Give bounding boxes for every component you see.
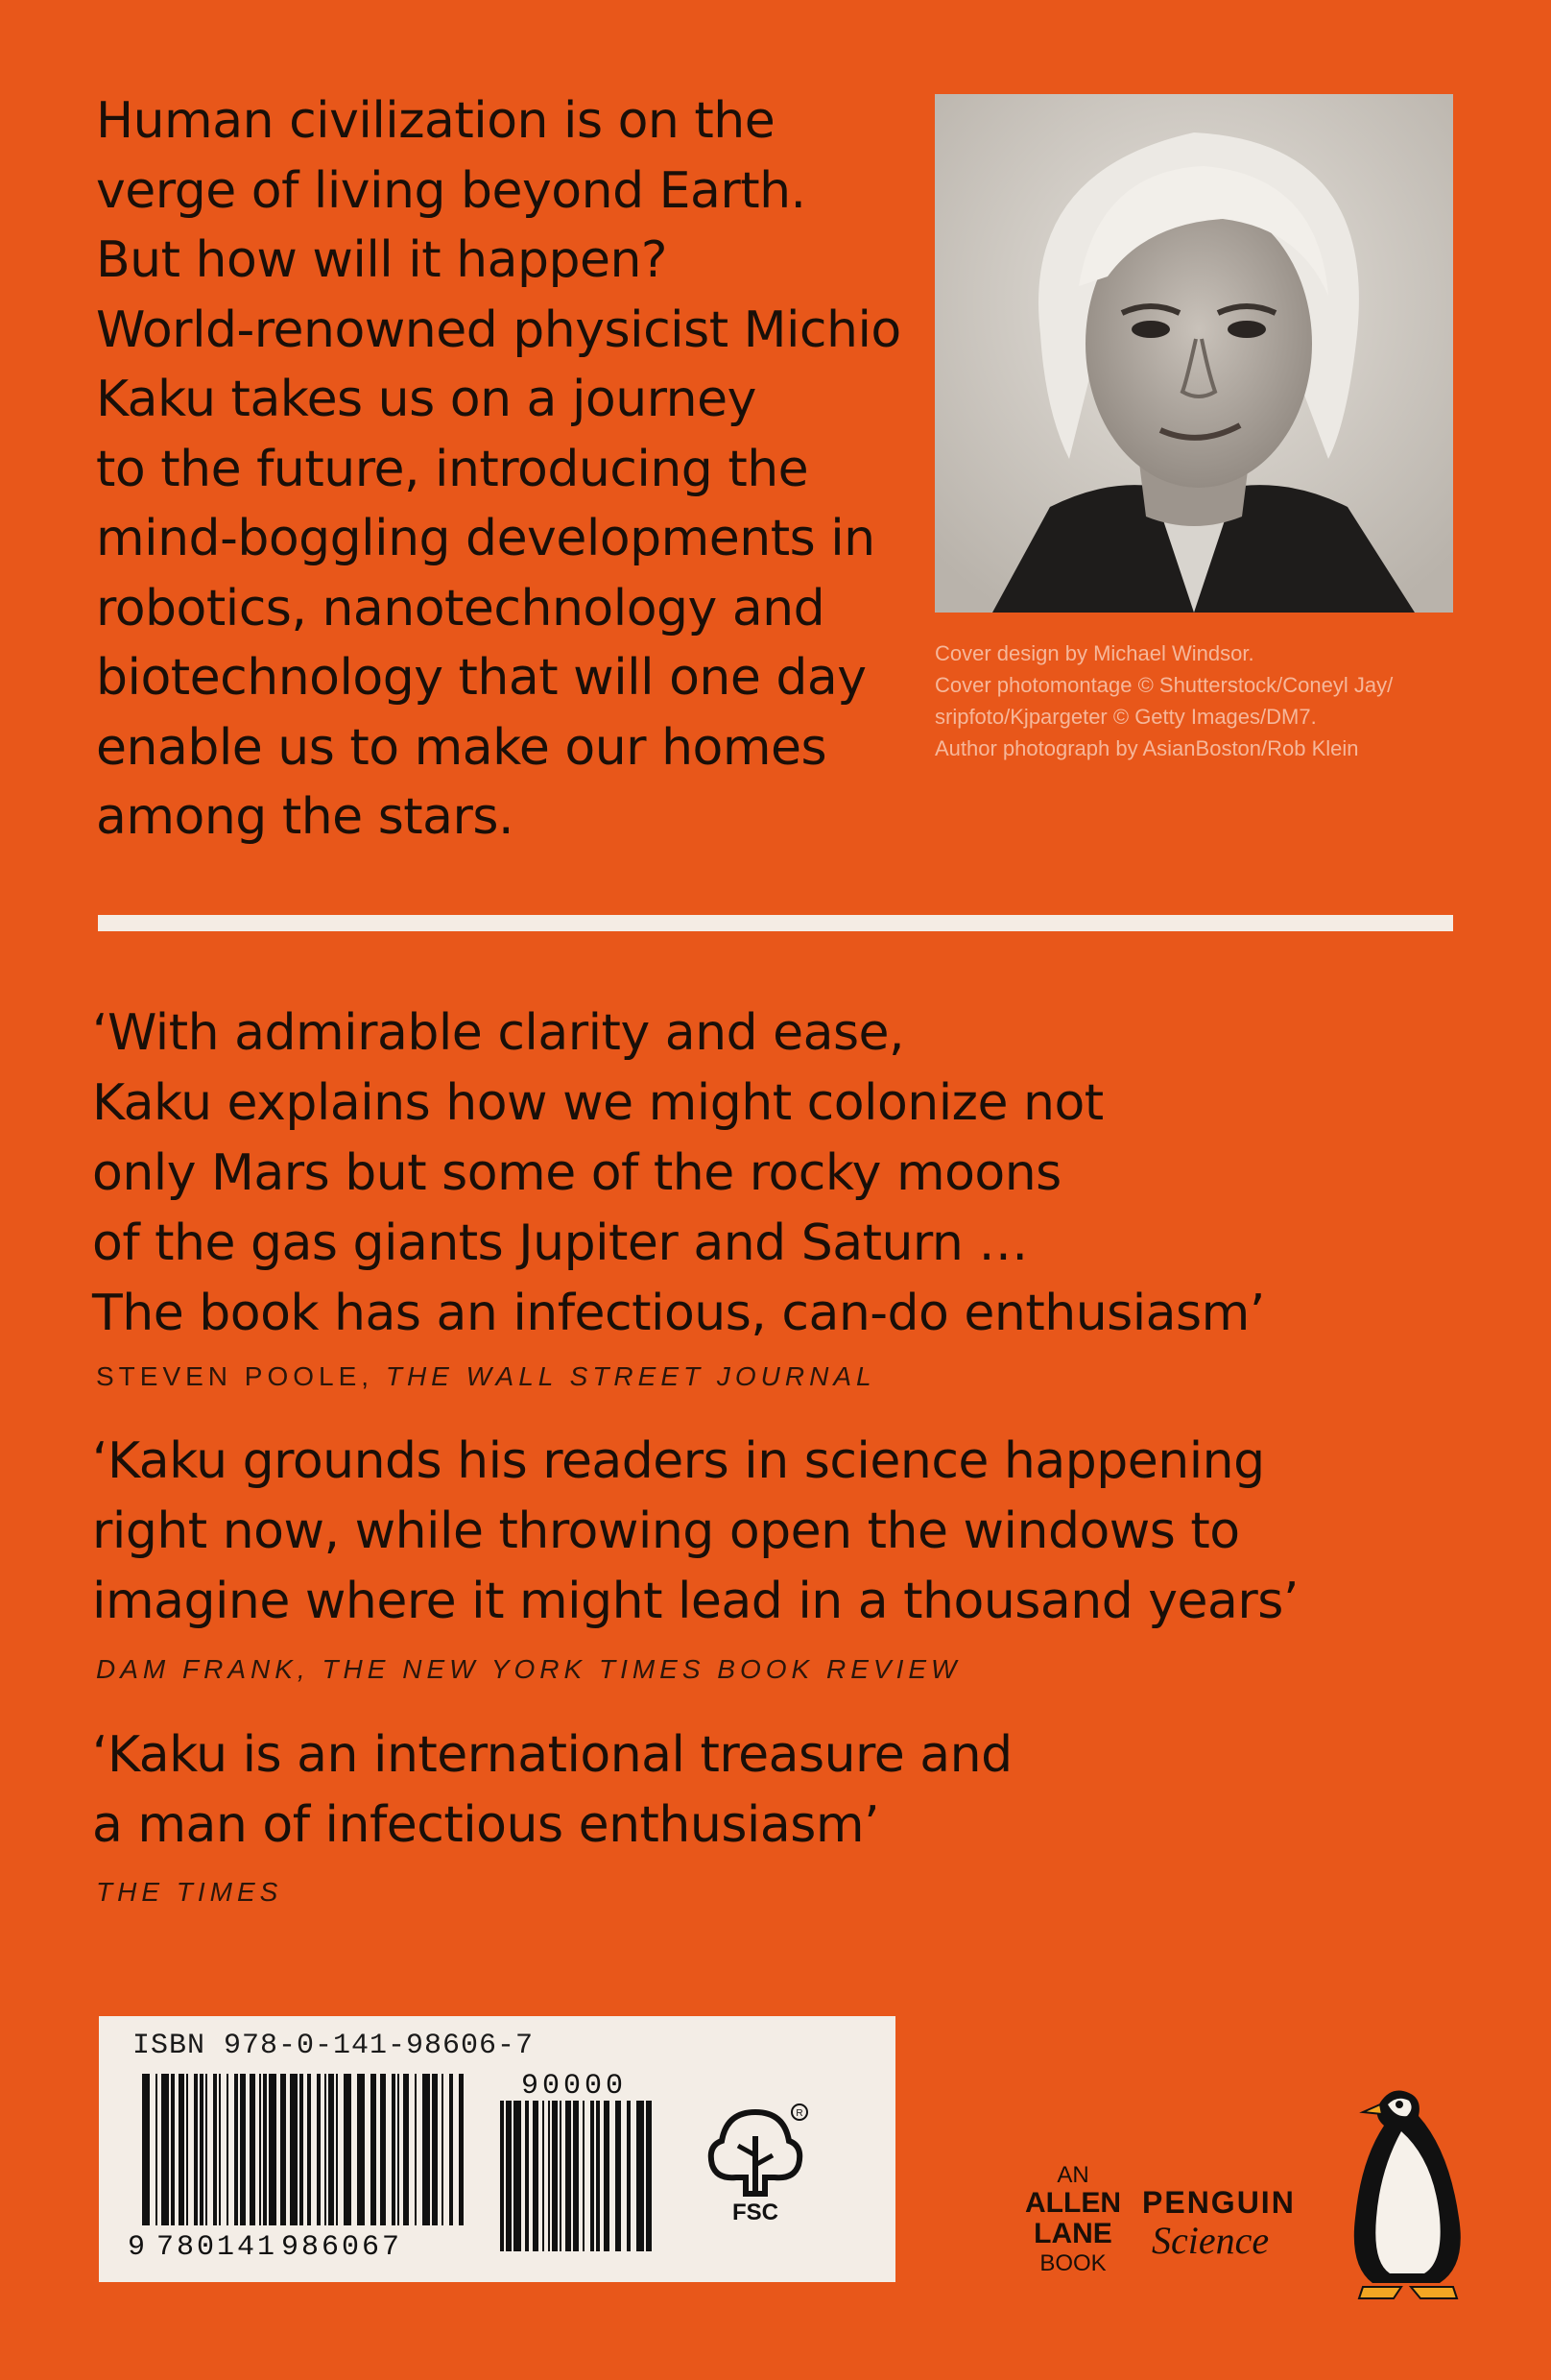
blurb-line: Human civilization is on the — [96, 92, 776, 150]
review-quote — [92, 1720, 1340, 1861]
quote-attribution — [96, 1654, 961, 1685]
quote-line: imagine where it might lead in a thousand years’ — [92, 1573, 1299, 1630]
barcode-bar — [205, 2074, 207, 2225]
barcode-bar — [250, 2074, 255, 2225]
attribution-source: THE WALL STREET JOURNAL — [385, 1361, 876, 1391]
quote-attribution — [96, 1877, 282, 1908]
blurb-line: World-renowned physicist Michio — [96, 301, 901, 359]
barcode-bar — [328, 2074, 334, 2225]
barcode-bar — [142, 2074, 150, 2225]
credit-line: Author photograph by AsianBoston/Rob Klein — [935, 736, 1359, 760]
blurb-line: mind-boggling developments in — [96, 510, 875, 567]
barcode-bar — [200, 2074, 203, 2225]
barcode-bar — [513, 2101, 521, 2251]
quote-attribution — [96, 1361, 876, 1392]
author-photo — [935, 94, 1453, 613]
barcode-bar — [290, 2074, 298, 2225]
quote-line: only Mars but some of the rocky moons — [92, 1144, 1062, 1202]
attribution-author: STEVEN POOLE, — [96, 1361, 386, 1391]
imprint-lane: LANE — [1034, 2218, 1112, 2249]
barcode-bar — [213, 2074, 217, 2225]
imprint-allen: ALLEN — [1025, 2187, 1121, 2219]
barcode-panel — [99, 2016, 895, 2282]
quote-line: The book has an infectious, can-do enthusiasm’ — [92, 1285, 1265, 1342]
credit-line: sripfoto/Kjpargeter © Getty Images/DM7. — [935, 705, 1317, 729]
blurb-line: Kaku takes us on a journey — [96, 371, 756, 428]
quote-line: ‘Kaku grounds his readers in science happening — [92, 1432, 1265, 1490]
cover-credits — [935, 637, 1472, 764]
isbn-label: ISBN 978-0-141-98606-7 — [132, 2030, 535, 2062]
review-quote — [92, 1427, 1340, 1637]
barcode-bar — [269, 2074, 276, 2225]
review-quote — [92, 998, 1340, 1349]
barcode-bar — [186, 2074, 188, 2225]
barcode-bar — [155, 2074, 157, 2225]
barcode-bar — [324, 2074, 326, 2225]
quote-line: Kaku explains how we might colonize not — [92, 1074, 1104, 1132]
blurb-line: among the stars. — [96, 788, 514, 846]
svg-text:R: R — [796, 2108, 803, 2119]
barcode-bar — [307, 2074, 311, 2225]
blurb-line: robotics, nanotechnology and — [96, 579, 825, 637]
barcode-bar — [560, 2101, 561, 2251]
barcode-bar — [227, 2074, 228, 2225]
barcode-bar — [234, 2074, 238, 2225]
imprint-penguin: PENGUIN — [1142, 2185, 1296, 2220]
barcode-bar — [636, 2101, 644, 2251]
credit-line: Cover photomontage © Shutterstock/Coneyl Jay/ — [935, 673, 1394, 697]
barcode-bar — [525, 2101, 529, 2251]
barcode-bar — [392, 2074, 395, 2225]
barcode-bar — [506, 2101, 512, 2251]
barcode-bar — [459, 2074, 464, 2225]
barcode-bar — [336, 2074, 338, 2225]
blurb-line: enable us to make our homes — [96, 718, 827, 777]
barcode-bar — [615, 2101, 621, 2251]
fsc-label: FSC — [732, 2200, 778, 2225]
barcode-bar — [432, 2074, 438, 2225]
barcode-bar — [548, 2101, 550, 2251]
barcode-bar — [415, 2074, 417, 2225]
barcode-bar — [219, 2074, 221, 2225]
barcode-bar — [317, 2074, 321, 2225]
barcode-bar — [583, 2101, 585, 2251]
barcode-bar — [240, 2074, 246, 2225]
barcode-bar — [344, 2074, 351, 2225]
barcode-bar — [441, 2074, 443, 2225]
blurb-line: to the future, introducing the — [96, 440, 809, 498]
barcode-bar — [380, 2074, 386, 2225]
quote-line: of the gas giants Jupiter and Saturn … — [92, 1214, 1028, 1272]
barcode-bar — [179, 2074, 184, 2225]
barcode-bar — [596, 2101, 600, 2251]
barcode-digits-left: 780141 — [156, 2231, 278, 2264]
barcode-bar — [403, 2074, 409, 2225]
barcode-bar — [646, 2101, 652, 2251]
blurb-line: But how will it happen? — [96, 231, 668, 289]
blurb-line: biotechnology that will one day — [96, 649, 867, 707]
barcode-bar — [573, 2101, 579, 2251]
author-photo-icon — [935, 94, 1453, 613]
barcode-bar — [171, 2074, 175, 2225]
barcode-bar — [299, 2074, 303, 2225]
imprint-an: AN — [1057, 2162, 1089, 2188]
publisher-imprint — [998, 2162, 1344, 2287]
barcode-bar — [422, 2074, 430, 2225]
barcode-bar — [590, 2101, 594, 2251]
barcode-bar — [500, 2101, 504, 2251]
barcode-digits-right: 986067 — [281, 2231, 403, 2264]
fsc-tree-icon — [698, 2103, 813, 2227]
barcode-bar — [259, 2074, 261, 2225]
barcode-bar — [552, 2101, 558, 2251]
barcode-bar — [533, 2101, 538, 2251]
imprint-science: Science — [1152, 2219, 1270, 2262]
price-code: 90000 — [521, 2070, 628, 2103]
barcode-bar — [627, 2101, 631, 2251]
attribution-source: THE TIMES — [96, 1877, 283, 1907]
penguin-logo-icon — [1334, 2083, 1478, 2304]
blurb-text — [96, 86, 921, 853]
barcode-bar — [161, 2074, 169, 2225]
barcode-bar — [357, 2074, 365, 2225]
barcode-digit-prefix: 9 — [128, 2231, 146, 2264]
quote-line: right now, while throwing open the windows to — [92, 1503, 1240, 1560]
barcode-bar — [263, 2074, 267, 2225]
quote-line: a man of infectious enthusiasm’ — [92, 1796, 880, 1854]
barcode-bar — [604, 2101, 609, 2251]
credit-line: Cover design by Michael Windsor. — [935, 641, 1254, 665]
barcode-bar — [542, 2101, 544, 2251]
quote-line: ‘Kaku is an international treasure and — [92, 1726, 1013, 1784]
quote-line: ‘With admirable clarity and ease, — [92, 1004, 905, 1062]
barcode-bar — [397, 2074, 399, 2225]
imprint-book: BOOK — [1039, 2250, 1107, 2276]
blurb-line: verge of living beyond Earth. — [96, 161, 806, 220]
attribution-source: DAM FRANK, THE NEW YORK TIMES BOOK REVIEW — [96, 1654, 962, 1684]
barcode-bar — [370, 2074, 376, 2225]
barcode-bar — [565, 2101, 571, 2251]
barcode-bar — [194, 2074, 198, 2225]
divider — [98, 915, 1453, 931]
barcode-bar — [280, 2074, 286, 2225]
barcode-bar — [449, 2074, 453, 2225]
